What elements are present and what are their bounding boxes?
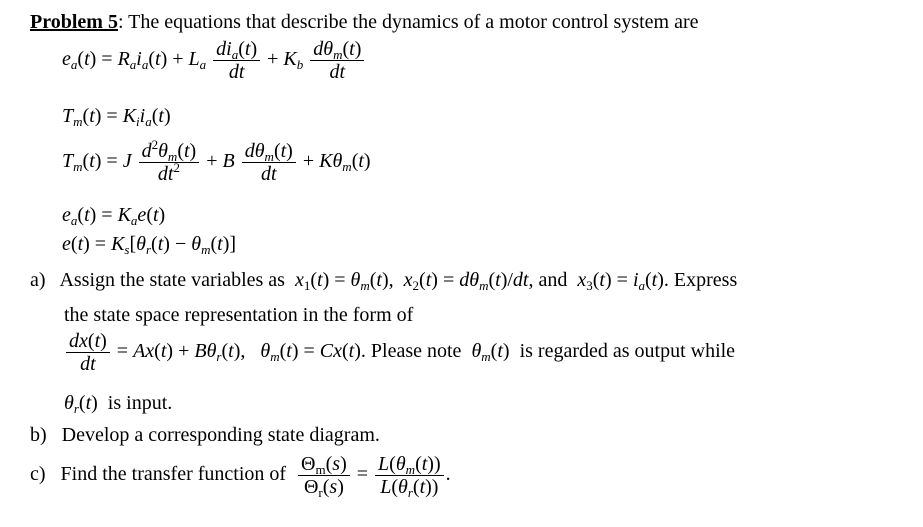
part-a-express: . Express [663,269,738,291]
part-a-and: , and [528,269,568,291]
part-c-label: c) [30,463,46,486]
part-a-line-1: a) Assign the state variables as $x_1(t) = \theta_m(t)$, $x_2(t) = d\theta_m(t)/dt$, and $x_3(t) = i_a(t)$. Express [30,269,738,293]
part-a-separator: , [388,269,394,291]
part-b [30,423,380,447]
problem-intro: : The equations that describe the dynamics of a motor control system are [117,11,699,33]
part-a-text: Assign the state variables as [59,269,285,291]
problem-heading [30,10,699,34]
part-a-line-4: $\theta_r(t)$ is input. [64,392,173,416]
part-a-output: is regarded as output while [519,340,736,363]
part-b-text: Develop a corresponding state diagram. [61,424,380,446]
equation-2: $T_m(t) = K_ii_a(t)$ [62,105,171,129]
part-c: c) Find the transfer function of $\frac{\Theta_m(s)}{\Theta_r(s)}$ = $\frac{L(\theta_m(t))}{L(\theta_r(t))}$ . [30,453,451,500]
part-a-label: a) [30,269,46,291]
part-a-note: . Please note [360,340,462,363]
equation-3: $T_m(t) = J$ $\frac{d^2\theta_m(t)}{dt^2}$ + B $\frac{d\theta_m(t)}{dt}$ + $K\theta_m(t)$ [62,137,371,185]
part-c-text: Find the transfer function of [60,463,287,486]
part-a-line-3: $\frac{dx(t)}{dt}$ = $Ax(t) + B\theta_r(t)$, $\theta_m(t) = Cx(t)$. Please note $\theta_m(t)$ is regarded as output while [64,330,735,375]
equation-4: $e_a(t) = K_ae(t)$ [62,204,166,228]
problem-label: Problem 5 [30,11,118,33]
equation-1: $e_a(t) = R_ai_a(t) + L_a$ $\frac{di_a(t)}{dt}$ + $K_b$ $\frac{d\theta_m(t)}{dt}$ [62,38,366,83]
equation-5: $e(t) = K_s[\theta_r(t) - \theta_m(t)]$ [62,233,237,257]
part-a-line-2: the state space representation in the form of [64,304,414,326]
part-a-input: is input. [107,392,173,414]
part-b-label: b) [30,424,47,446]
